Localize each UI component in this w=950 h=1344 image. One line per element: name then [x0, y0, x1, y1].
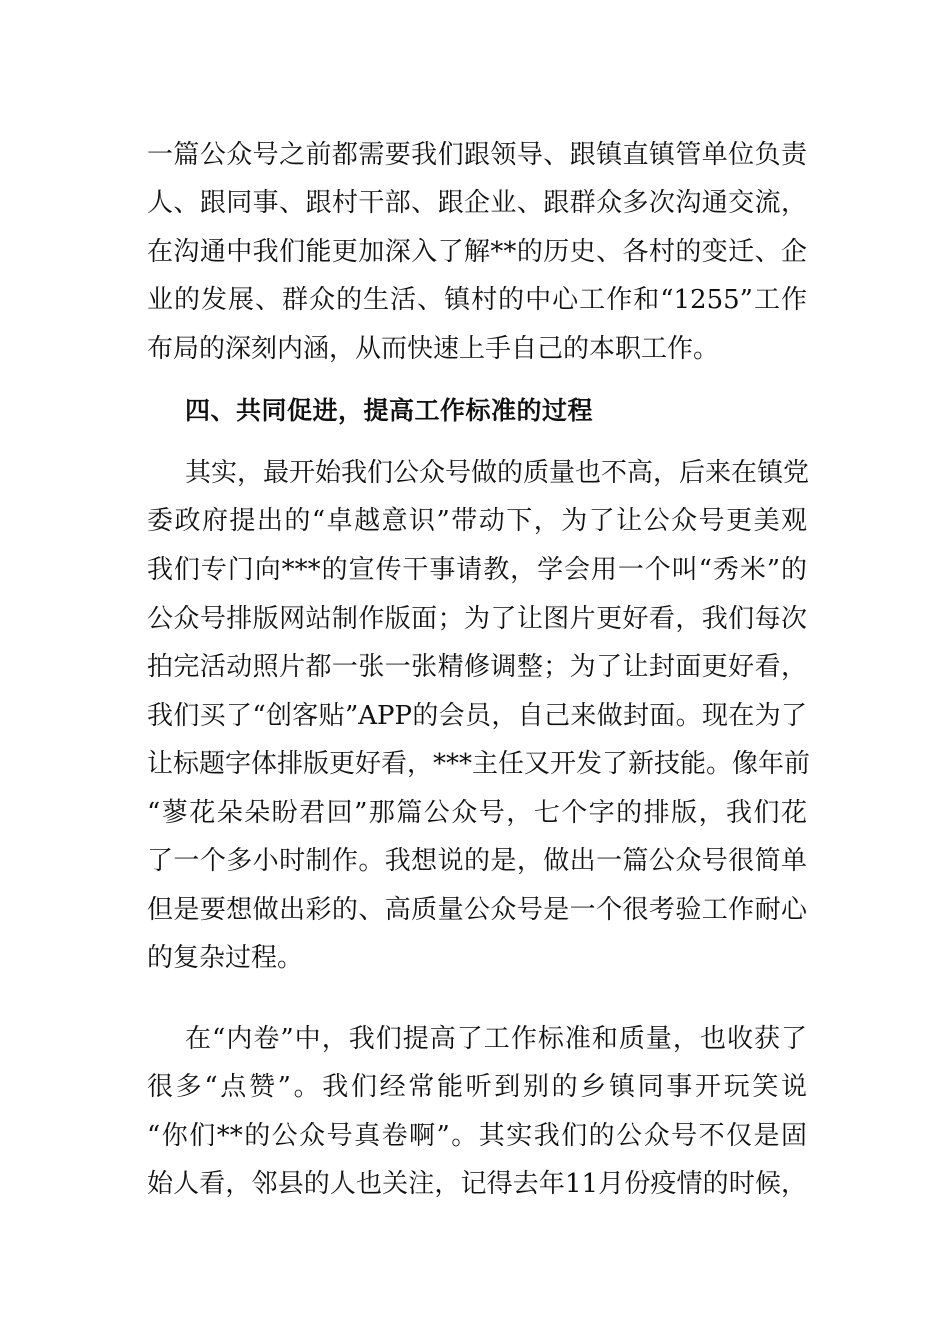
paragraph-3-line-1: 在“内卷”中，我们提高了工作标准和质量，也收获了: [185, 1024, 807, 1054]
paragraph-2-line-10: 但是要想做出彩的、高质量公众号是一个很考验工作耐心: [147, 895, 807, 925]
paragraph-1-line-5: 布局的深刻内涵，从而快速上手自己的本职工作。: [147, 334, 720, 364]
paragraph-3-line-2: 很多“点赞”。我们经常能听到别的乡镇同事开玩笑说: [147, 1072, 807, 1102]
paragraph-3-line-4: 始人看，邻县的人也关注，记得去年11月份疫情的时候，: [147, 1169, 807, 1199]
paragraph-1-line-4: 业的发展、群众的生活、镇村的中心工作和“1255”工作: [147, 285, 807, 315]
paragraph-2-line-5: 拍完活动照片都一张一张精修调整；为了让封面更好看，: [147, 652, 807, 682]
paragraph-2-line-1: 其实，最开始我们公众号做的质量也不高，后来在镇党: [185, 458, 810, 488]
paragraph-2-line-2: 委政府提出的“卓越意识”带动下，为了让公众号更美观: [147, 506, 807, 536]
paragraph-2-line-8: “蓼花朵朵盼君回”那篇公众号，七个字的排版，我们花: [147, 798, 807, 828]
paragraph-2-line-3: 我们专门向***的宣传干事请教，学会用一个叫“秀米”的: [147, 555, 807, 585]
paragraph-1-line-1: 一篇公众号之前都需要我们跟领导、跟镇直镇管单位负责: [147, 140, 807, 170]
paragraph-2-line-7: 让标题字体排版更好看，***主任又开发了新技能。像年前: [147, 749, 811, 779]
paragraph-2-line-6: 我们买了“创客贴”APP的会员，自己来做封面。现在为了: [147, 701, 807, 731]
paragraph-2-line-9: 了一个多小时制作。我想说的是，做出一篇公众号很简单: [147, 846, 807, 876]
paragraph-1-line-3: 在沟通中我们能更加深入了解**的历史、各村的变迁、企: [147, 237, 807, 267]
paragraph-2-line-11: 的复杂过程。: [147, 943, 304, 973]
paragraph-1-line-2: 人、跟同事、跟村干部、跟企业、跟群众多次沟通交流，: [147, 188, 807, 218]
paragraph-3-line-3: “你们**的公众号真卷啊”。其实我们的公众号不仅是固: [147, 1121, 807, 1151]
section-heading-4: 四、共同促进，提高工作标准的过程: [185, 396, 594, 425]
paragraph-2-line-4: 公众号排版网站制作版面；为了让图片更好看，我们每次: [147, 604, 807, 634]
